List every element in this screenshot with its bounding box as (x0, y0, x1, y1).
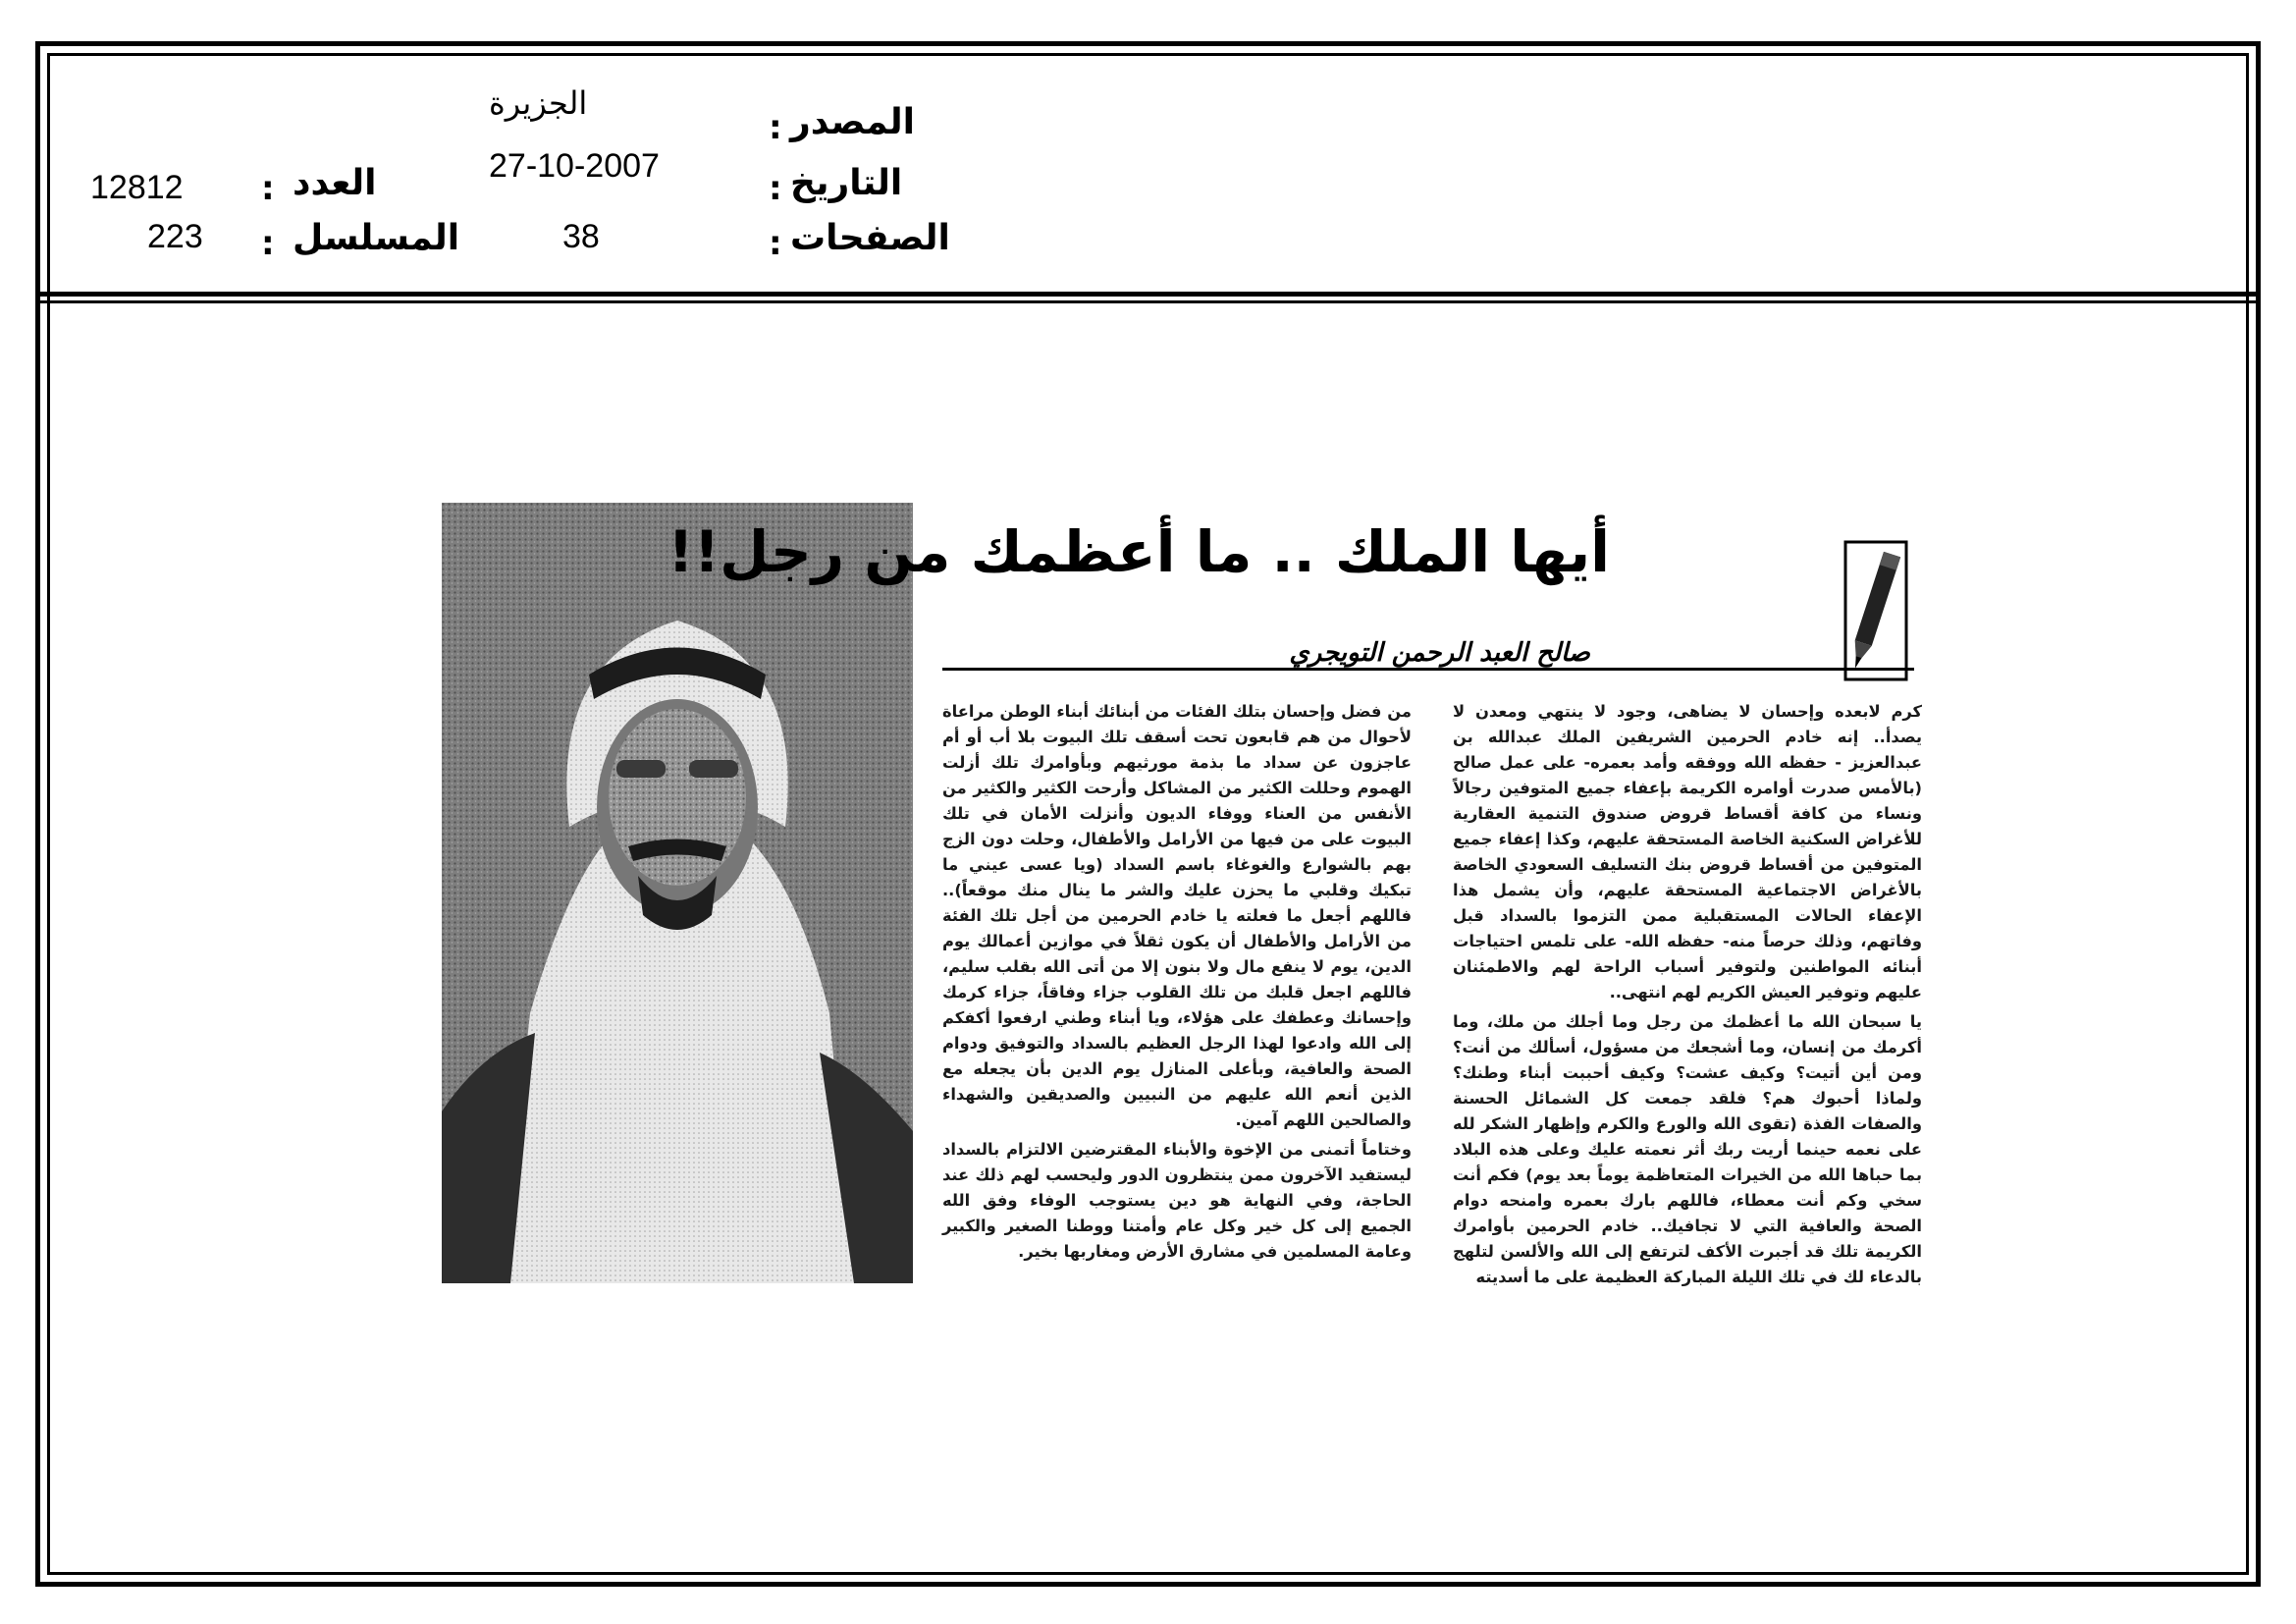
article-author: صالح العبد الرحمن التويجري (1289, 638, 1590, 668)
paragraph: وختاماً أتمنى من الإخوة والأبناء المقترضين الالتزام بالسداد ليستفيد الآخرون ممن ينتظرون الدور وليحسب لهم ذلك عند الحاجة، وفي النهاية هو دين يستوجب الوفاء وفق الله الجميع إلى كل خير وكل عام وأمتنا ووطنا الصغير والكبير وعامة المسلمين في مشارق الأرض ومغاربها بخير. (942, 1140, 1412, 1261)
date-colon: : (769, 169, 782, 208)
pen-icon (1836, 532, 1914, 689)
source-colon: : (769, 108, 782, 147)
article-column-left (942, 699, 1412, 1269)
issue-value: 12812 (90, 169, 184, 206)
serial-colon: : (261, 224, 275, 263)
byline-divider (942, 668, 1914, 671)
paragraph: يا سبحان الله ما أعظمك من رجل وما أجلك من ملك، وما أكرمك من إنسان، وما أشجعك من مسؤول، أسألك من أنت؟ ومن أين أتيت؟ وكيف عشت؟ وكيف أحببت أبناء وطنك؟ ولماذا أحبوك هم؟ فلقد جمعت كل الشمائل الحسنة والصفات الفذة (تقوى الله والورع والكرم وإظهار الشكر لله على نعمه حينما أريت ربك أثر نعمته عليك وعلى هذه البلاد بما حباها الله من الخيرات المتعاظمة يوماً بعد يوم) فكم أنت سخي وكم أنت معطاء، فاللهم بارك بعمره وامنحه دوام الصحة والعافية التي لا تجافيك.. خادم الحرمين بأوامرك الكريمة تلك قد أجبرت الأكف لترتفع إلى الله والألسن لتلهج بالدعاء لك في تلك الليلة المباركة العظيمة على ما أسديته (1453, 1012, 1922, 1286)
header-divider (35, 292, 2261, 297)
date-label: التاريخ (790, 163, 903, 203)
paragraph: من فضل وإحسان بتلك الفئات من أبنائك أبناء الوطن مراعاة لأحوال من هم قابعون تحت أسقف تلك البيوت بلا أب أو أم عاجزون عن سداد ما بذمة مورثيهم وبأوامرك تلك أزلت الهموم وحللت الكثير من المشاكل وأرحت الكثير والكثير من الأنفس من العناء ووفاء الديون وأنزلت الأمان في تلك البيوت على من فيها من الأرامل والأطفال، وحلت دون الزج بهم بالشوارع والغوغاء باسم السداد (ويا عسى عيني ما تبكيك وقلبي ما يحزن عليك والشر ما ينال منك موقعاً).. فاللهم أجعل ما فعلته يا خادم الحرمين من أجل تلك الفئة من الأرامل والأطفال أن يكون ثقلاً في موازين أعمالك يوم الدين، يوم لا ينفع مال ولا بنون إلا من أتى الله بقلب سليم، فاللهم اجعل قلبك من تلك القلوب جزاء وفاقاً، جزاء كرمك وإحسانك وعطفك على هؤلاء، ويا أبناء وطني ارفعوا أكفكم إلى الله وادعوا لهذا الرجل العظيم بالسداد والتوفيق ودوام الصحة والعافية، وبأعلى المنازل يوم الدين بأن يجعله مع الذين أنعم الله عليهم من النبيين والصديقين والشهداء والصالحين اللهم آمين. (942, 702, 1412, 1129)
issue-colon: : (261, 169, 275, 208)
serial-value: 223 (147, 218, 203, 255)
header-divider-thin (35, 300, 2261, 303)
source-value: الجزيرة (489, 84, 588, 122)
article-column-right (1453, 699, 1922, 1294)
source-label: المصدر (790, 102, 915, 142)
serial-label: المسلسل (293, 218, 460, 258)
pages-label: الصفحات (790, 218, 950, 258)
issue-label: العدد (293, 163, 377, 203)
date-value: 27-10-2007 (489, 147, 660, 185)
article-title: أيها الملك .. ما أعظمك من رجل!! (667, 518, 1610, 585)
portrait-photo (442, 503, 913, 1283)
pages-colon: : (769, 224, 782, 263)
pages-value: 38 (562, 218, 600, 255)
paragraph: كرم لابعده وإحسان لا يضاهى، وجود لا ينتهي ومعدن لا يصدأ.. إنه خادم الحرمين الشريفين الملك عبدالله بن عبدالعزيز - حفظه الله ووفقه وأمد بعمره- على عمل صالح (بالأمس صدرت أوامره الكريمة بإعفاء جميع المتوفين رجالاً ونساء من كافة أقساط قروض صندوق التنمية العقارية للأغراض السكنية الخاصة المستحقة عليهم، وكذا إعفاء جميع المتوفين من أقساط قروض بنك التسليف السعودي الخاصة بالأغراض الاجتماعية المستحقة عليهم، وأن يشمل هذا الإعفاء الحالات المستقبلية ممن التزموا بالسداد قبل وفاتهم، وذلك حرصاً منه- حفظه الله- على تلمس احتياجات أبنائه المواطنين ولتوفير أسباب الراحة لهم والاطمئنان عليهم وتوفير العيش الكريم لهم انتهى.. (1453, 702, 1922, 1001)
